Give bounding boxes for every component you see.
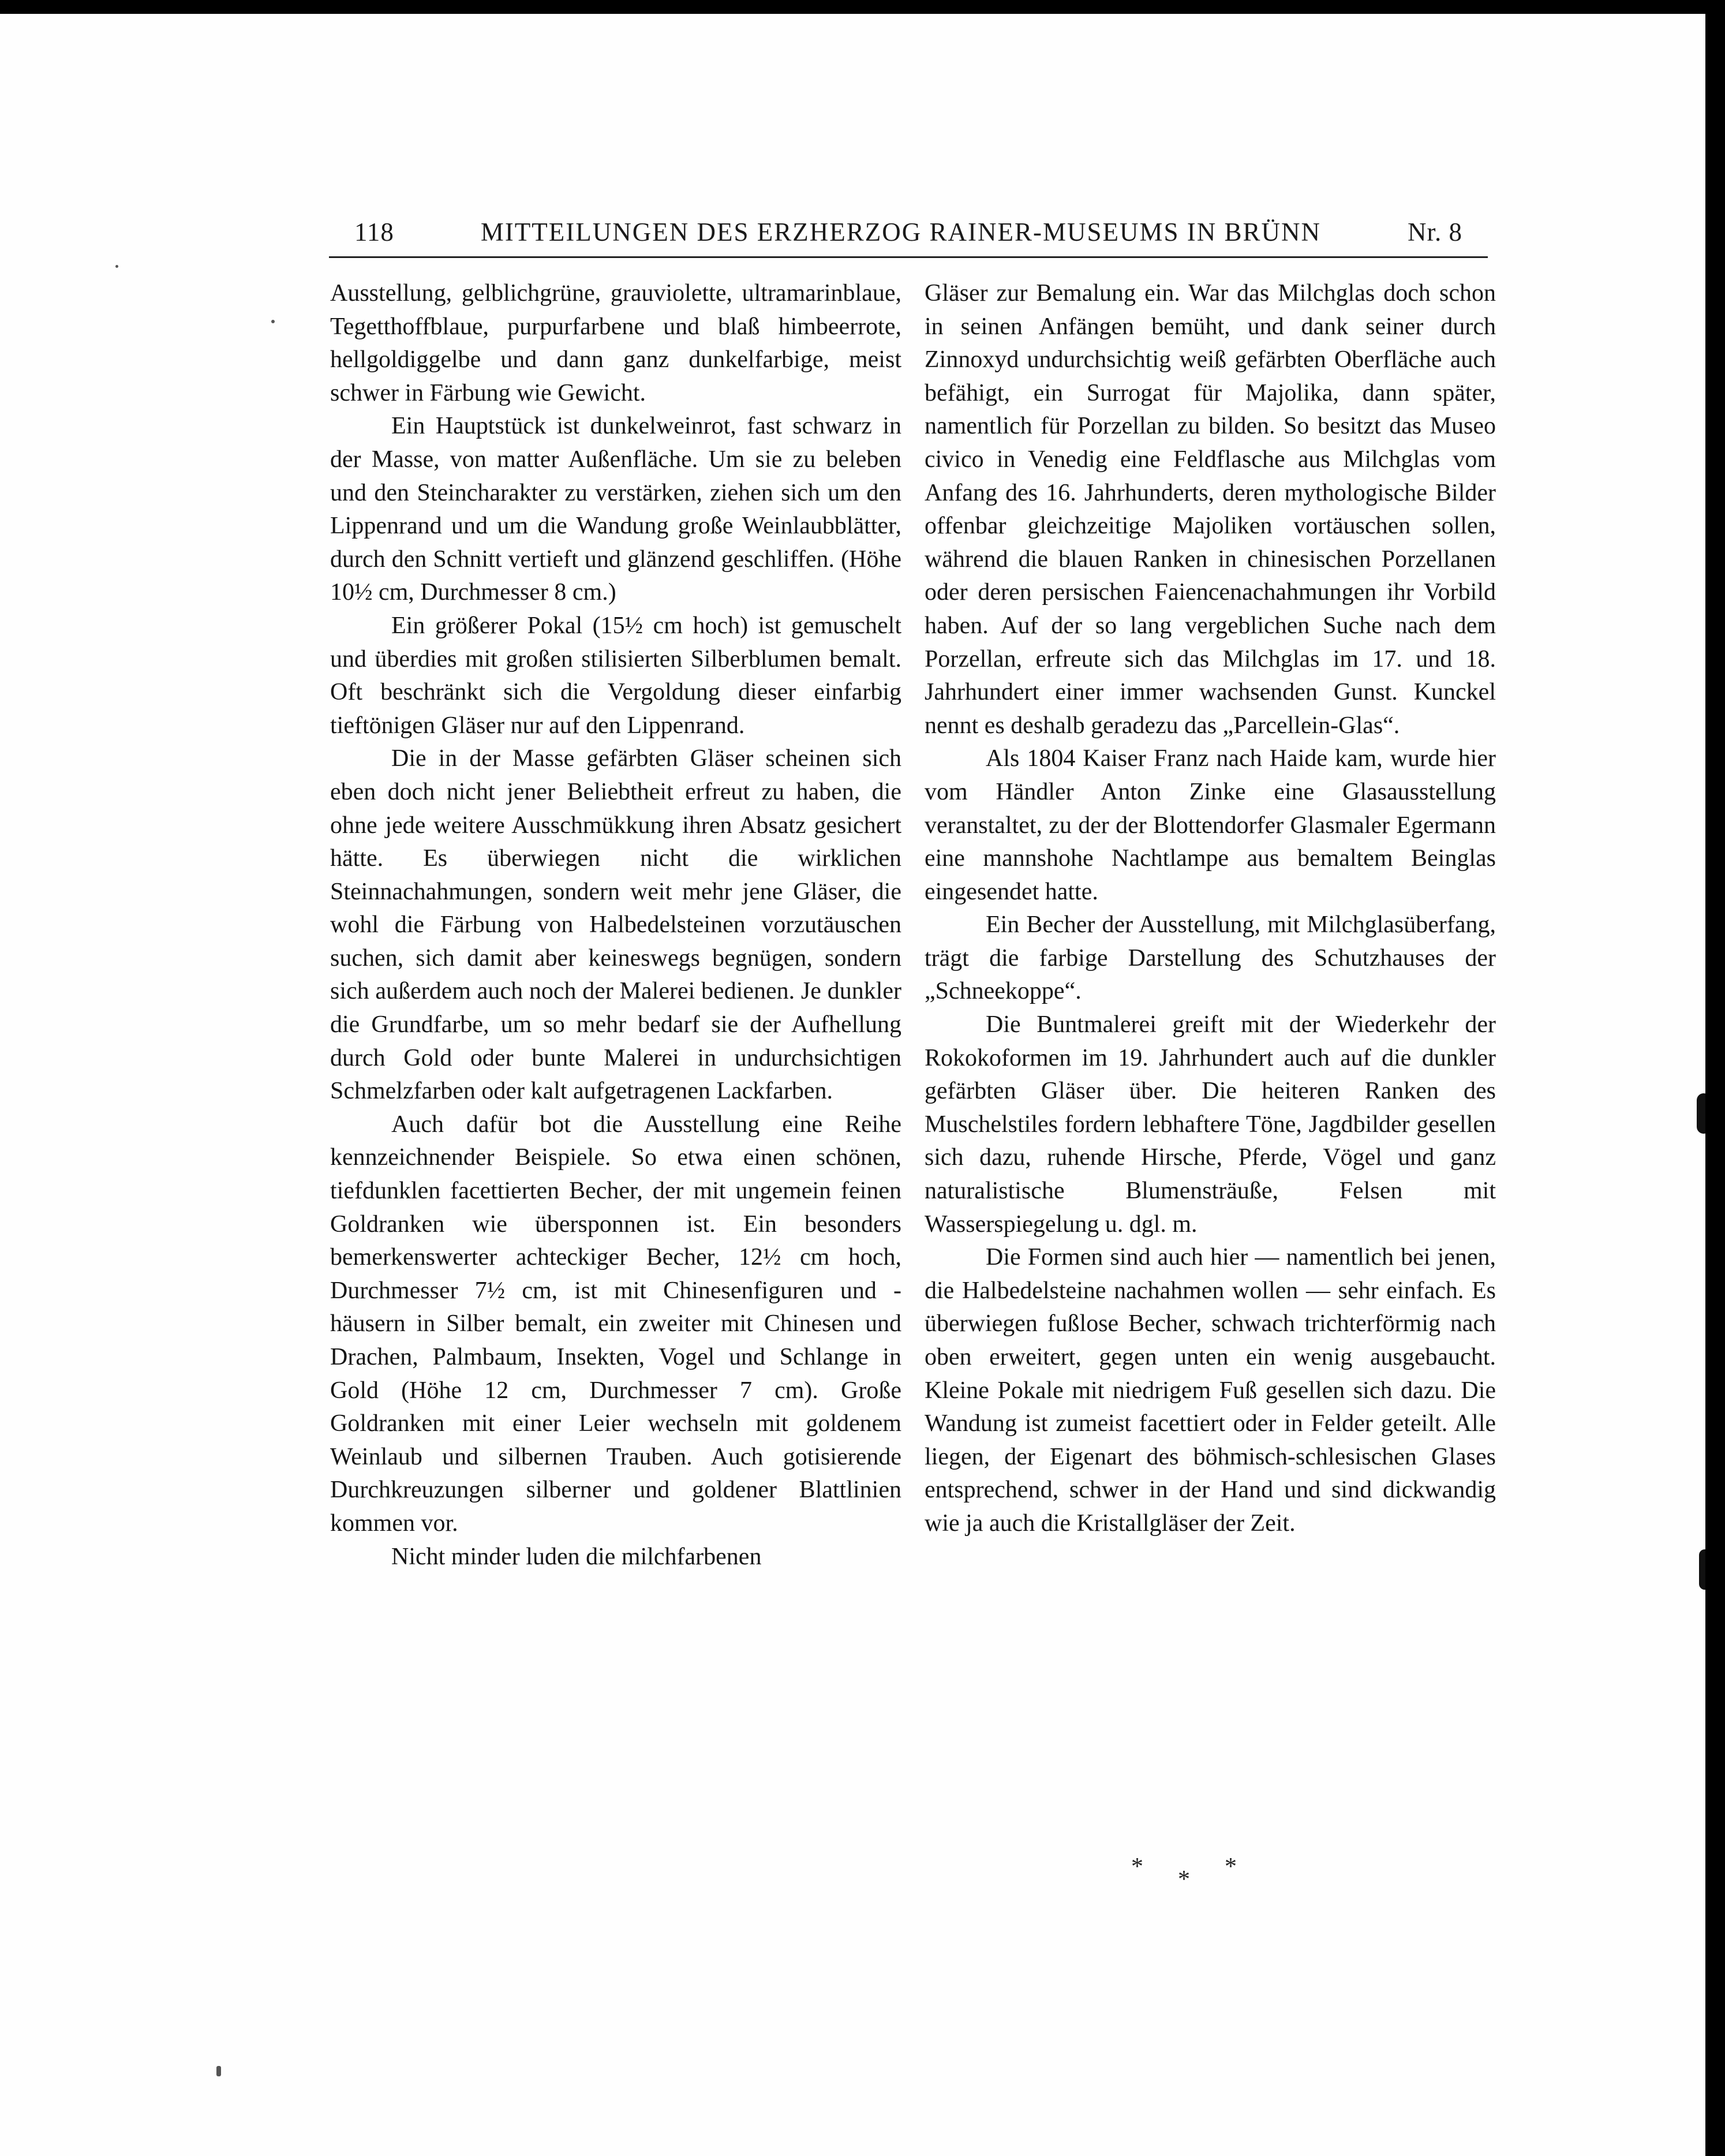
scan-border	[1705, 0, 1725, 2156]
paragraph: Die Buntmalerei greift mit der Wiederkehr der Rokokoformen im 19. Jahrhundert auch auf die dunkler gefärbten Gläser über. Die heiteren Ranken des Muschelstiles fordern lebhaftere Töne, Jagdbilder gesellen sich dazu, ruhende Hirsche, Pferde, Vögel und ganz naturalistische Blumensträuße, Felsen mit Wasserspiegelung u. dgl. m.	[925, 1011, 1496, 1238]
right-column	[925, 277, 1496, 1541]
paragraph: Ausstellung, gelblichgrüne, grauviolette, ultramarinblaue, Tegetthoffblaue, purpurfarbene und blaß himbeerrote, hellgoldiggelbe und dann ganz dunkelfarbige, meist schwer in Färbung wie Gewicht.	[330, 280, 901, 406]
paragraph: Auch dafür bot die Ausstellung eine Reihe kennzeichnender Beispiele. So etwa einen schönen, tiefdunklen facettierten Becher, der mit ungemein feinen Goldranken wie übersponnen ist. Ein besonders bemerkenswerter achteckiger Becher, 12½ cm hoch, Durchmesser 7½ cm, ist mit Chinesenfiguren und -häusern in Silber bemalt, ein zweiter mit Chinesen und Drachen, Palmbaum, Insekten, Vogel und Schlange in Gold (Höhe 12 cm, Durchmesser 7 cm). Große Goldranken mit einer Leier wechseln mit goldenem Weinlaub und silbernen Trauben. Auch gotisierende Durchkreuzungen silberner und goldener Blattlinien kommen vor.	[330, 1111, 901, 1537]
paragraph: Die Formen sind auch hier — namentlich bei jenen, die Halbedelsteine nachahmen wollen — sehr einfach. Es überwiegen fußlose Becher, schwach trichterförmig nach oben erweitert, gegen unten ein wenig ausgebaucht. Kleine Pokale mit niedrigem Fuß gesellen sich dazu. Die Wandung ist zumeist facettiert oder in Felder geteilt. Alle liegen, der Eigenart des böhmisch-schlesischen Glases entsprechend, schwer in der Hand und sind dickwandig wie ja auch die Kristallgläser der Zeit.	[925, 1244, 1496, 1537]
paragraph: Nicht minder luden die milchfarbenen	[391, 1543, 762, 1570]
issue-number: Nr. 8	[1407, 218, 1462, 246]
paragraph: Ein Becher der Ausstellung, mit Milchglasüberfang, trägt die farbige Darstellung des Schutzhauses der „Schneekoppe“.	[925, 911, 1496, 1005]
scan-speck	[216, 2066, 221, 2076]
left-column	[330, 277, 901, 1574]
paragraph: Ein Hauptstück ist dunkelweinrot, fast schwarz in der Masse, von matter Außenfläche. Um sie zu beleben und den Steincharakter zu verstärken, ziehen sich um den Lippenrand und um die Wandung große Weinlaubblätter, durch den Schnitt vertieft und glänzend geschliffen. (Höhe 10½ cm, Durchmesser 8 cm.)	[330, 413, 901, 606]
page	[0, 14, 1705, 2156]
paragraph: Die in der Masse gefärbten Gläser scheinen sich eben doch nicht jener Beliebtheit erfreut zu haben, die ohne jede weitere Ausschmükkung ihren Absatz gesichert hätte. Es überwiegen nicht die wirklichen Steinnachahmungen, sondern weit mehr jene Gläser, die wohl die Färbung von Halbedelsteinen vorzutäuschen suchen, sich damit aber keineswegs begnügen, sondern sich außerdem auch noch der Malerei bedienen. Je dunkler die Grundfarbe, um so mehr bedarf sie der Aufhellung durch Gold oder bunte Malerei in undurchsichtigen Schmelzfarben oder kalt aufgetragenen Lackfarben.	[330, 745, 901, 1105]
asterisk: *	[1131, 1854, 1178, 1880]
page-number: 118	[354, 218, 394, 246]
scan-speck	[271, 320, 275, 323]
asterisk: *	[1178, 1866, 1225, 1893]
section-ornament	[1131, 1853, 1271, 1893]
paragraph: Ein größerer Pokal (15½ cm hoch) ist gemuschelt und überdies mit großen stilisierten Silberblumen bemalt. Oft beschränkt sich die Vergoldung dieser einfarbig tieftönigen Gläser nur auf den Lippenrand.	[330, 612, 901, 739]
header-rule	[329, 256, 1488, 258]
journal-title: MITTEILUNGEN DES ERZHERZOG RAINER-MUSEUMS IN BRÜNN	[480, 218, 1322, 246]
scan-speck	[115, 265, 118, 268]
paragraph: Gläser zur Bemalung ein. War das Milchglas doch schon in seinen Anfängen bemüht, und dank seiner durch Zinnoxyd undurchsichtig weiß gefärbten Oberfläche auch befähigt, ein Surrogat für Majolika, dann später, namentlich für Porzellan zu bilden. So besitzt das Museo civico in Venedig eine Feldflasche aus Milchglas vom Anfang des 16. Jahrhunderts, deren mythologische Bilder offenbar gleichzeitige Majoliken vortäuschen sollen, während die blauen Ranken in chinesischen Porzellanen oder deren persischen Faiencenachahmungen ihr Vorbild haben. Auf der so lang vergeblichen Suche nach dem Porzellan, erfreute sich das Milchglas im 17. und 18. Jahrhundert einer immer wachsenden Gunst. Kunckel nennt es deshalb geradezu das „Parcellein-Glas“.	[925, 280, 1496, 739]
paragraph: Als 1804 Kaiser Franz nach Haide kam, wurde hier vom Händler Anton Zinke eine Glasausstellung veranstaltet, zu der der Blottendorfer Glasmaler Egermann eine mannshohe Nachtlampe aus bemaltem Beinglas eingesendet hatte.	[925, 745, 1496, 905]
asterisk: *	[1225, 1854, 1271, 1880]
